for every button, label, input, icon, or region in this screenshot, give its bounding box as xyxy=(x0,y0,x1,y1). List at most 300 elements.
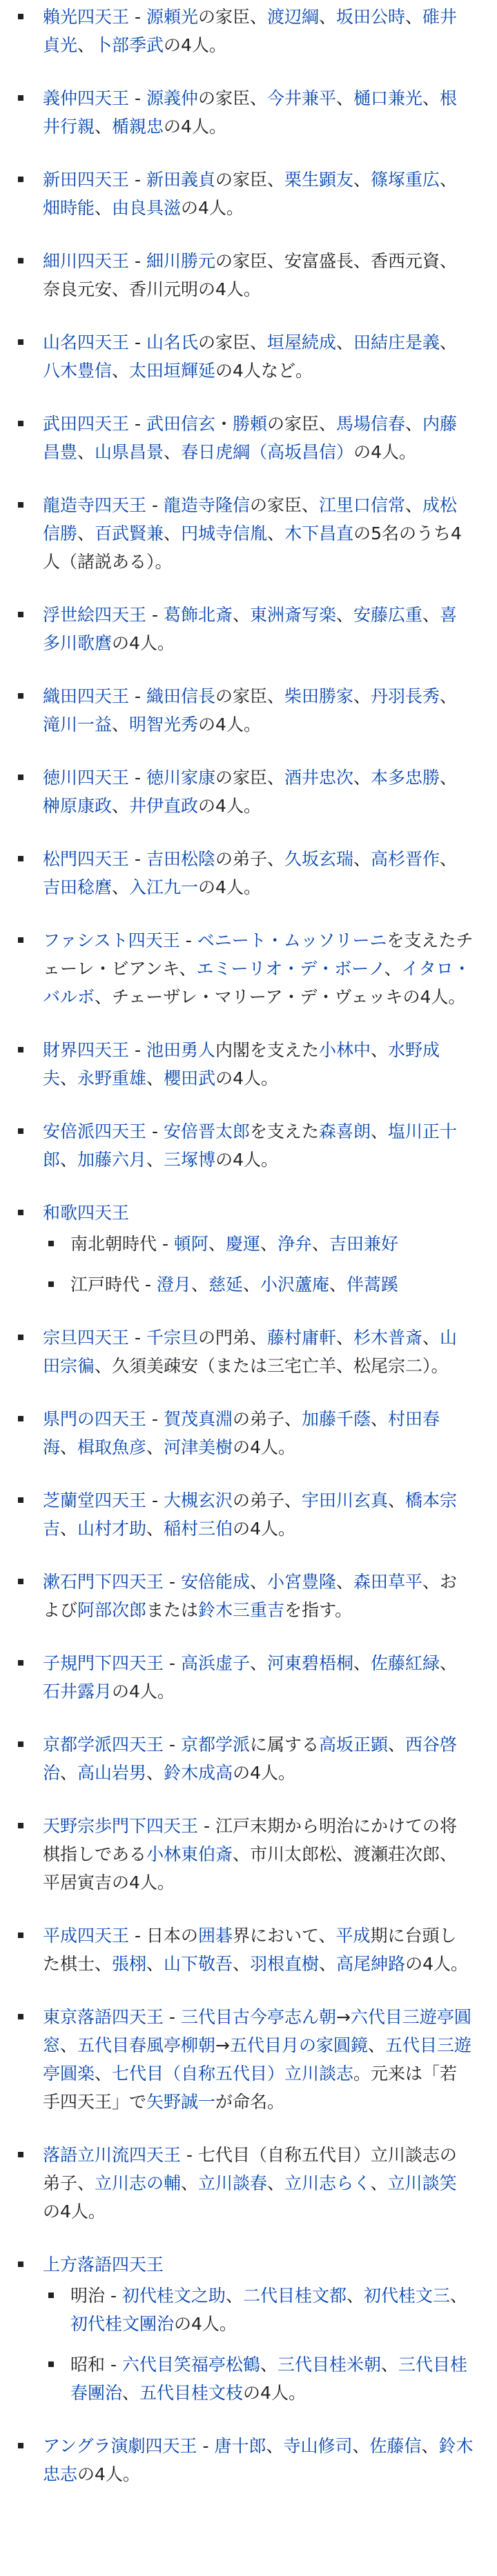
wiki-link[interactable]: 栗生顕友 xyxy=(284,170,353,190)
wiki-link[interactable]: 酒井忠次 xyxy=(284,768,353,788)
wiki-link[interactable]: 徳川家康 xyxy=(146,768,215,788)
text-segment: 、 xyxy=(335,88,353,108)
text-segment: 、 xyxy=(329,1275,347,1295)
text-segment: 、 xyxy=(335,605,353,625)
wiki-link[interactable]: 卜部季武 xyxy=(95,35,164,55)
text-segment: - xyxy=(146,605,164,625)
list-item xyxy=(14,845,474,901)
wiki-link[interactable]: 楯親忠 xyxy=(112,117,164,137)
text-segment: 、 xyxy=(146,1068,164,1088)
wiki-link[interactable]: 阿部次郎 xyxy=(77,1600,147,1620)
text-segment: の弟子、 xyxy=(232,1490,302,1510)
wiki-link[interactable]: 太田垣輝延 xyxy=(129,361,216,381)
text-segment: 、 xyxy=(112,877,130,897)
text-segment: を指す。 xyxy=(284,1600,353,1620)
text-segment: 、 xyxy=(387,1490,405,1510)
sub-list xyxy=(43,2282,474,2407)
wiki-link[interactable]: 慈延 xyxy=(208,1275,243,1295)
text-segment: 、 xyxy=(387,1735,405,1755)
wiki-link[interactable]: 五代目春風亭柳朝 xyxy=(77,2035,216,2055)
list-item xyxy=(14,1812,474,1897)
wiki-link[interactable]: 張栩 xyxy=(112,1954,147,1974)
wiki-link[interactable]: 滝川一益 xyxy=(43,715,113,735)
text-segment: 、 xyxy=(60,1519,78,1539)
text-segment: 、 xyxy=(112,715,130,735)
wiki-link[interactable]: 織田信長 xyxy=(146,686,215,706)
text-segment: 、 xyxy=(77,523,95,543)
wiki-link[interactable]: 龍造寺隆信 xyxy=(163,495,250,515)
wiki-link[interactable]: 樋口兼光 xyxy=(353,88,423,108)
wiki-link[interactable]: 源義仲 xyxy=(146,88,198,108)
wiki-link[interactable]: 山名氏 xyxy=(146,332,198,352)
list-item xyxy=(14,3,474,59)
list-item xyxy=(14,682,474,739)
text-segment: 、 xyxy=(181,2173,199,2193)
text-segment: 、 xyxy=(335,1328,353,1348)
text-segment: の4人。 xyxy=(233,1519,295,1539)
wiki-link[interactable]: 山田宗徧 xyxy=(43,1328,458,1376)
wiki-link[interactable]: 稲村三伯 xyxy=(164,1519,233,1539)
wiki-link[interactable]: 漱石門下四天王 xyxy=(43,1572,164,1592)
sub-list-item xyxy=(43,1230,474,1258)
text-segment: 、 xyxy=(146,1437,164,1457)
list-item xyxy=(14,926,474,1011)
wiki-link[interactable]: 村田春海 xyxy=(43,1409,440,1457)
wiki-link[interactable]: アングラ演劇四天王 xyxy=(43,2436,197,2456)
wiki-link[interactable]: 水野成夫 xyxy=(43,1040,440,1088)
wiki-link[interactable]: 浄弁 xyxy=(277,1234,312,1254)
wiki-link[interactable]: 百武賢兼 xyxy=(95,523,164,543)
text-segment: - xyxy=(129,414,146,434)
wiki-link[interactable]: 渡辺綱 xyxy=(266,7,319,27)
text-segment: 、市川太郎松、渡瀬荘次郎、平居寅吉の4人。 xyxy=(43,1844,458,1893)
text-segment: が命名。 xyxy=(215,2092,285,2112)
wiki-link[interactable]: 柴田勝家 xyxy=(284,686,353,706)
wiki-link[interactable]: イタロ・バルボ xyxy=(43,959,471,1007)
text-segment: の4人。 xyxy=(164,117,226,137)
wiki-link[interactable]: 明智光秀 xyxy=(129,715,199,735)
wiki-link[interactable]: 坂田公時 xyxy=(336,7,406,27)
wiki-link[interactable]: 源頼光 xyxy=(146,7,198,27)
wiki-link[interactable]: 七代目（自称五代目）立川談志 xyxy=(112,2064,354,2084)
text-segment: 、久須美疎安（または三宅亡羊、松尾宗二）。 xyxy=(95,1356,449,1376)
wiki-link[interactable]: 東洲斎写楽 xyxy=(249,605,336,625)
text-segment: の家臣、 xyxy=(215,170,284,190)
wiki-link[interactable]: 宇田川玄真 xyxy=(301,1490,388,1510)
wiki-link[interactable]: 森喜朗 xyxy=(318,1121,371,1141)
wiki-link[interactable]: 加藤六月 xyxy=(77,1150,147,1170)
wiki-link[interactable]: 六代目笑福亭松鶴 xyxy=(121,2355,260,2375)
text-segment: - xyxy=(146,1490,164,1510)
wiki-link[interactable]: 義仲四天王 xyxy=(43,88,130,108)
text-segment: 、 xyxy=(422,605,440,625)
wiki-link[interactable]: 立川談春 xyxy=(198,2173,268,2193)
text-segment: 、 xyxy=(421,2436,439,2456)
text-segment: 、 xyxy=(318,7,336,27)
text-segment: 、 xyxy=(370,1040,388,1060)
wiki-link[interactable]: 三代目桂春團治 xyxy=(70,2355,467,2403)
wiki-link[interactable]: 県門の四天王 xyxy=(43,1409,147,1429)
wiki-link[interactable]: 加藤千蔭 xyxy=(301,1409,371,1429)
text-segment: - xyxy=(129,686,146,706)
list-item xyxy=(14,1036,474,1092)
text-segment: 、 xyxy=(440,1653,458,1673)
text-segment: 、 xyxy=(60,1437,78,1457)
text-segment: 、 xyxy=(368,2035,386,2055)
list-item xyxy=(14,1486,474,1543)
text-segment: - xyxy=(129,7,146,27)
wiki-link[interactable]: 馬場信春 xyxy=(336,414,406,434)
text-segment: 、 xyxy=(208,1234,226,1254)
wiki-link[interactable]: 唐十郎 xyxy=(214,2436,266,2456)
wiki-link[interactable]: 内藤昌豊 xyxy=(43,414,458,462)
list-item xyxy=(14,84,474,141)
text-segment: 、 xyxy=(440,686,458,706)
text-segment: の4人。 xyxy=(243,2383,306,2403)
wiki-link[interactable]: 二代目桂文都 xyxy=(242,2286,347,2306)
list-item xyxy=(14,1649,474,1706)
wiki-link[interactable]: 武田信玄 xyxy=(146,414,215,434)
wiki-link[interactable]: 塩川正十郎 xyxy=(43,1121,458,1170)
wiki-link[interactable]: 高山岩男 xyxy=(77,1763,147,1783)
text-segment: の4人。 xyxy=(43,2201,106,2221)
text-segment: 、 xyxy=(370,1121,388,1141)
list-item xyxy=(14,1921,474,1978)
text-segment: - 日本の xyxy=(129,1926,198,1946)
wiki-link[interactable]: 高浜虚子 xyxy=(180,1653,250,1673)
text-segment: 、 xyxy=(353,849,371,869)
text-segment: - 七代目（自称五代目）立川談志の弟子、 xyxy=(43,2145,457,2193)
wiki-link[interactable]: 河東碧梧桐 xyxy=(266,1653,353,1673)
text-segment: 、 xyxy=(335,332,353,352)
text-segment: の5名のうち4人（諸説ある）。 xyxy=(43,523,462,572)
wiki-link[interactable]: 小林東伯斎 xyxy=(146,1844,233,1864)
text-segment: 南北朝時代 - xyxy=(70,1234,174,1254)
wiki-link[interactable]: 芝蘭堂四天王 xyxy=(43,1490,147,1510)
wiki-link[interactable]: 頓阿 xyxy=(173,1234,208,1254)
wiki-link[interactable]: 京都学派四天王 xyxy=(43,1735,164,1755)
text-segment: の家臣、 xyxy=(197,332,267,352)
text-segment: の弟子、 xyxy=(215,849,284,869)
wiki-link[interactable]: 伴蒿蹊 xyxy=(347,1275,399,1295)
text-segment: - xyxy=(164,1735,181,1755)
wiki-link[interactable]: 賀茂真淵 xyxy=(163,1409,233,1429)
text-segment: を支えた xyxy=(249,1121,319,1141)
text-segment: 、 xyxy=(260,2355,277,2375)
text-segment: 、 xyxy=(440,332,458,352)
wiki-link[interactable]: 新田義貞 xyxy=(146,170,215,190)
wiki-link[interactable]: 小林中 xyxy=(318,1040,371,1060)
wiki-link[interactable]: 初代桂文之助 xyxy=(121,2286,226,2306)
text-segment: の4人など。 xyxy=(215,361,313,381)
wiki-link[interactable]: 篠塚重広 xyxy=(371,170,440,190)
wiki-link[interactable]: 山下敬吾 xyxy=(164,1954,233,1974)
wiki-link[interactable]: 三塚博 xyxy=(164,1150,216,1170)
wiki-link[interactable]: 江里口信常 xyxy=(318,495,405,515)
wiki-link[interactable]: 上方落語四天王 xyxy=(43,2255,164,2275)
text-segment: → xyxy=(215,2035,230,2055)
wiki-link[interactable]: 門下四天王 xyxy=(112,1816,199,1836)
wiki-link[interactable]: 橋本宗吉 xyxy=(43,1490,458,1539)
wiki-link[interactable]: 吉田兼好 xyxy=(329,1234,399,1254)
list-item xyxy=(14,1405,474,1461)
text-segment: 、 xyxy=(319,1954,337,1974)
text-segment: 、 xyxy=(60,1763,78,1783)
text-segment: - xyxy=(146,1121,164,1141)
wiki-link[interactable]: 山県昌景 xyxy=(95,442,164,462)
wiki-link[interactable]: 石井露月 xyxy=(43,1681,113,1701)
wiki-link[interactable]: 初代桂文團治 xyxy=(70,2314,175,2334)
list-item xyxy=(14,2250,474,2407)
text-segment: 、 xyxy=(249,1572,267,1592)
list-item xyxy=(14,601,474,657)
wiki-link[interactable]: 東京落語四天王 xyxy=(43,2007,164,2027)
text-segment: 、 xyxy=(191,1275,208,1295)
wiki-link[interactable]: 平成四天王 xyxy=(43,1926,130,1946)
wiki-link[interactable]: 安倍晋太郎 xyxy=(163,1121,250,1141)
wiki-link[interactable]: 新田四天王 xyxy=(43,170,130,190)
wiki-link[interactable]: 初代桂文三 xyxy=(363,2286,450,2306)
text-segment: 、 xyxy=(146,1519,164,1539)
text-segment: の4人。 xyxy=(353,442,416,462)
text-segment: の4人。 xyxy=(77,2464,140,2484)
wiki-link[interactable]: 平成 xyxy=(335,1926,371,1946)
wiki-link[interactable]: 鈴木忠志 xyxy=(43,2436,474,2484)
wiki-link[interactable]: 六代目三遊亭圓窓 xyxy=(43,2007,471,2055)
text-segment: 期に台頭した棋士、 xyxy=(43,1926,457,1974)
text-segment: 、 xyxy=(384,959,402,979)
wiki-link[interactable]: 田結庄是義 xyxy=(353,332,440,352)
wiki-link[interactable]: 池田勇人 xyxy=(146,1040,215,1060)
wiki-link[interactable]: 三代目桂米朝 xyxy=(277,2355,381,2375)
wiki-link[interactable]: 円城寺信胤 xyxy=(181,523,268,543)
wiki-link[interactable]: 碓井貞光 xyxy=(43,7,458,55)
text-segment: - 江戸末期から明治にかけての将棋指しである xyxy=(43,1816,457,1864)
wiki-link[interactable]: 本多忠勝 xyxy=(371,768,440,788)
wiki-link[interactable]: 鈴木三重吉 xyxy=(198,1600,285,1620)
wiki-link[interactable]: 八木豊信 xyxy=(43,361,113,381)
text-segment: の4人。 xyxy=(112,633,175,653)
text-segment: - xyxy=(129,332,146,352)
wiki-link[interactable]: 落語立川流四天王 xyxy=(43,2145,182,2165)
text-segment: の4人。 xyxy=(198,877,261,897)
wiki-link[interactable]: 五代目三遊亭圓楽 xyxy=(43,2035,472,2084)
text-segment: 内閣を支えた xyxy=(215,1040,319,1060)
wiki-link[interactable]: 京都学派 xyxy=(180,1735,250,1755)
wiki-link[interactable]: 勝頼 xyxy=(232,414,267,434)
text-segment: 、 xyxy=(146,1954,164,1974)
wiki-link[interactable]: 澄月 xyxy=(156,1275,191,1295)
wiki-link[interactable]: 財界四天王 xyxy=(43,1040,130,1060)
text-segment: 。元来は「若手四天王」で xyxy=(43,2064,458,2112)
text-segment: の家臣、 xyxy=(249,495,319,515)
text-segment: 、 xyxy=(112,361,130,381)
wiki-link[interactable]: 浮世絵四天王 xyxy=(43,605,147,625)
wiki-link[interactable]: 安藤広重 xyxy=(353,605,423,625)
text-segment: - xyxy=(179,930,197,950)
wiki-link[interactable]: 春日虎綱（高坂昌信） xyxy=(181,442,354,462)
text-segment: 、 xyxy=(353,768,371,788)
wiki-link[interactable]: 藤村庸軒 xyxy=(266,1328,336,1348)
wiki-link[interactable]: 五代目桂文枝 xyxy=(139,2383,244,2403)
wiki-link[interactable]: 千宗旦 xyxy=(146,1328,198,1348)
text-segment: - xyxy=(129,170,146,190)
text-segment: の4人。 xyxy=(198,796,261,816)
text-segment: 、 xyxy=(95,198,113,218)
wiki-link[interactable]: 大槻玄沢 xyxy=(163,1490,233,1510)
wiki-link[interactable]: ベニート・ムッソリーニ xyxy=(197,930,387,950)
wiki-link[interactable]: 由良具滋 xyxy=(112,198,182,218)
sub-list-item xyxy=(43,2350,474,2407)
text-segment: 昭和 - xyxy=(70,2355,122,2375)
wiki-link[interactable]: 鈴木成高 xyxy=(164,1763,233,1783)
wiki-link[interactable]: 寺山修司 xyxy=(283,2436,353,2456)
text-segment: - xyxy=(129,849,146,869)
wiki-link[interactable]: エミーリオ・デ・ボーノ xyxy=(196,959,384,979)
wiki-link[interactable]: 河津美樹 xyxy=(164,1437,233,1457)
text-segment: - xyxy=(129,251,146,271)
wiki-link[interactable]: 小沢蘆庵 xyxy=(260,1275,329,1295)
wiki-link[interactable]: 井伊直政 xyxy=(129,796,199,816)
wiki-link[interactable]: 立川談笑 xyxy=(387,2173,457,2193)
text-segment: 、 xyxy=(249,1653,267,1673)
text-segment: の家臣、 xyxy=(215,686,284,706)
wiki-link[interactable]: 垣屋続成 xyxy=(266,332,336,352)
text-segment: - xyxy=(146,495,164,515)
text-segment: の弟子、 xyxy=(232,1409,302,1429)
text-segment: 、 xyxy=(260,1234,277,1254)
wiki-link[interactable]: 佐藤紅緑 xyxy=(371,1653,440,1673)
wiki-link[interactable]: 畑時能 xyxy=(43,198,95,218)
text-segment: 、 xyxy=(353,1653,371,1673)
wiki-link[interactable]: 吉田稔麿 xyxy=(43,877,113,897)
wiki-link[interactable]: 久坂玄瑞 xyxy=(284,849,353,869)
text-segment: 、 xyxy=(405,7,423,27)
wiki-link[interactable]: 宗旦四天王 xyxy=(43,1328,130,1348)
text-segment: - xyxy=(146,1409,164,1429)
wiki-link[interactable]: 安倍派四天王 xyxy=(43,1121,147,1141)
text-segment: に属する xyxy=(249,1735,319,1755)
wiki-link[interactable]: 葛飾北斎 xyxy=(163,605,233,625)
wiki-link[interactable]: 細川四天王 xyxy=(43,251,130,271)
text-segment: 、 xyxy=(370,2173,388,2193)
text-segment: の4人。 xyxy=(405,1954,469,1974)
text-segment: 、 xyxy=(422,88,440,108)
wiki-link[interactable]: 今井兼平 xyxy=(266,88,336,108)
text-segment: 、 xyxy=(164,523,182,543)
wiki-link[interactable]: 小宮豊隆 xyxy=(266,1572,336,1592)
wiki-link[interactable]: 入江九一 xyxy=(129,877,199,897)
wiki-link[interactable]: 囲碁 xyxy=(197,1926,233,1946)
wiki-link[interactable]: 織田四天王 xyxy=(43,686,130,706)
wiki-link[interactable]: 立川志の輔 xyxy=(95,2173,182,2193)
text-segment: 、 xyxy=(405,414,423,434)
text-segment: 、 xyxy=(352,2436,370,2456)
text-segment: 、 xyxy=(60,2035,78,2055)
wiki-link[interactable]: 永野重雄 xyxy=(77,1068,147,1088)
text-segment: 、 xyxy=(164,442,182,462)
text-segment: 界において、 xyxy=(232,1926,336,1946)
wiki-link[interactable]: 龍造寺四天王 xyxy=(43,495,147,515)
wiki-link[interactable]: 細川勝元 xyxy=(146,251,215,271)
text-segment: の4人。 xyxy=(174,2314,237,2334)
text-segment: - xyxy=(129,768,146,788)
wiki-link[interactable]: 賴光四天王 xyxy=(43,7,130,27)
wiki-link[interactable]: 山名四天王 xyxy=(43,332,130,352)
wiki-link[interactable]: 櫻田武 xyxy=(164,1068,216,1088)
text-segment: 、 xyxy=(346,2286,364,2306)
text-segment: 、 xyxy=(146,1150,164,1170)
wiki-link[interactable]: 吉田松陰 xyxy=(146,849,215,869)
wiki-link[interactable]: 成松信勝 xyxy=(43,495,458,543)
wiki-link[interactable]: 高尾紳路 xyxy=(336,1954,406,1974)
wiki-link[interactable]: 松門四天王 xyxy=(43,849,130,869)
wiki-link[interactable]: 木下昌直 xyxy=(284,523,354,543)
text-segment: 、 xyxy=(225,2286,243,2306)
wiki-link[interactable]: 天野宗歩 xyxy=(43,1816,113,1836)
text-segment: の4人。 xyxy=(198,715,261,735)
text-segment: - xyxy=(129,88,146,108)
wiki-link[interactable]: 根井行親 xyxy=(43,88,458,137)
sub-list-item xyxy=(43,1270,474,1299)
wiki-link[interactable]: 高杉晋作 xyxy=(371,849,440,869)
wiki-link[interactable]: ファシスト四天王 xyxy=(43,930,180,950)
text-segment: の家臣、 xyxy=(197,88,267,108)
text-segment: 、 xyxy=(77,35,95,55)
wiki-link[interactable]: 立川志らく xyxy=(284,2173,371,2193)
wiki-link[interactable]: 慶運 xyxy=(225,1234,260,1254)
text-segment: 、 xyxy=(232,605,250,625)
text-segment: の4人。 xyxy=(215,1150,278,1170)
text-segment: の門弟、 xyxy=(197,1328,267,1348)
wiki-link[interactable]: 杉木普斎 xyxy=(353,1328,423,1348)
text-segment: 、 xyxy=(60,1068,78,1088)
text-segment: 、 xyxy=(95,2064,113,2084)
text-segment: 、 xyxy=(440,849,458,869)
wiki-link[interactable]: 安倍能成 xyxy=(180,1572,250,1592)
wiki-link[interactable]: 佐藤信 xyxy=(369,2436,422,2456)
list-item xyxy=(14,491,474,576)
wiki-link[interactable]: 西谷啓治 xyxy=(43,1735,458,1783)
text-segment: の家臣、 xyxy=(266,414,336,434)
text-segment: 、 xyxy=(370,1409,388,1429)
wiki-link[interactable]: 高坂正顕 xyxy=(318,1735,388,1755)
wiki-link[interactable]: 楫取魚彦 xyxy=(77,1437,147,1457)
wiki-link[interactable]: 五代目月の家圓鏡 xyxy=(230,2035,369,2055)
wiki-link[interactable]: 和歌四天王 xyxy=(43,1203,130,1223)
wiki-link[interactable]: 武田四天王 xyxy=(43,414,130,434)
wiki-link[interactable]: 徳川四天王 xyxy=(43,768,130,788)
wiki-link[interactable]: 丹羽長秀 xyxy=(371,686,440,706)
wiki-link[interactable]: 子規門下四天王 xyxy=(43,1653,164,1673)
wiki-link[interactable]: 羽根直樹 xyxy=(250,1954,320,1974)
wiki-link[interactable]: 山村才助 xyxy=(77,1519,147,1539)
wiki-link[interactable]: 喜多川歌麿 xyxy=(43,605,458,653)
list-item xyxy=(14,1199,474,1299)
text-segment: 、 xyxy=(146,1763,164,1783)
text-segment: 、 xyxy=(267,523,285,543)
text-segment: 、 xyxy=(233,1954,251,1974)
text-segment: の4人。 xyxy=(112,1681,175,1701)
wiki-link[interactable]: 三代目古今亭志ん朝 xyxy=(180,2007,336,2027)
list-item xyxy=(14,2141,474,2226)
wiki-link[interactable]: 森田草平 xyxy=(353,1572,423,1592)
text-segment: ・ xyxy=(215,414,233,434)
wiki-link[interactable]: 矢野誠一 xyxy=(146,2092,216,2112)
list-item xyxy=(14,166,474,222)
wiki-link[interactable]: 榊原康政 xyxy=(43,796,113,816)
text-segment: の4人。 xyxy=(164,35,226,55)
